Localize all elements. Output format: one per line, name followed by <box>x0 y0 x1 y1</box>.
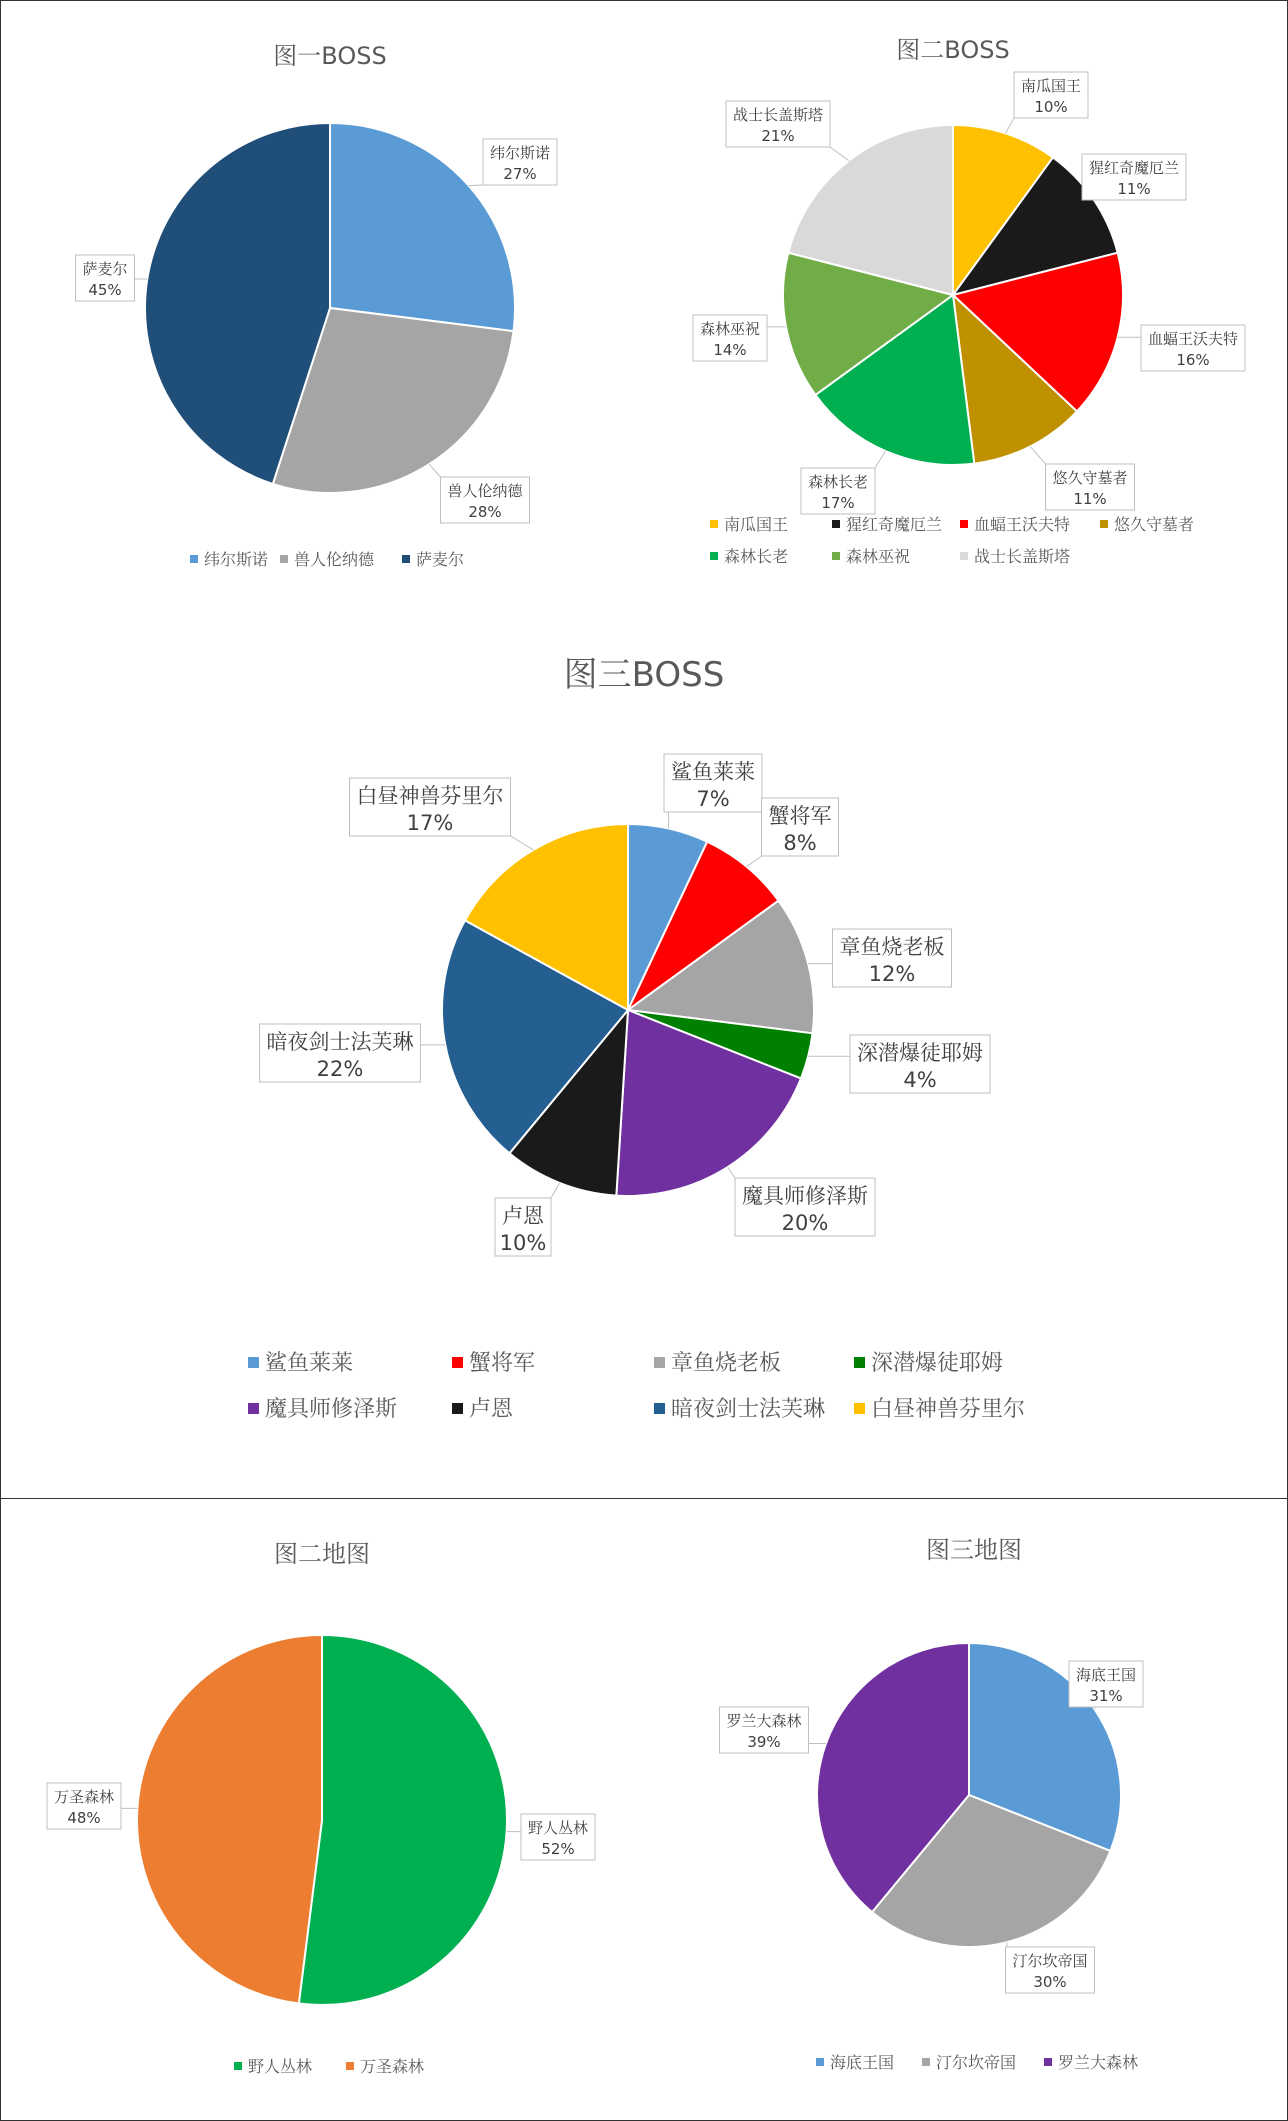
legend-entry: 蟹将军 <box>469 1351 536 1376</box>
data-label-value: 30% <box>1033 1973 1067 1991</box>
chart-boss-map2 <box>648 0 1288 620</box>
data-label-category: 深潜爆徒耶姆 <box>857 1041 983 1065</box>
legend-entry: 野人丛林 <box>248 2057 313 2076</box>
data-label-category: 森林长老 <box>807 473 869 491</box>
chart-boss-map1 <box>0 0 700 620</box>
label-leader-line <box>1006 118 1014 133</box>
legend-entry: 猩红奇魔厄兰 <box>846 515 943 534</box>
data-label-value: 12% <box>868 962 916 986</box>
pie-group <box>783 125 1123 465</box>
label-leader-line <box>875 451 885 468</box>
data-label-category: 悠久守墓者 <box>1052 469 1128 487</box>
legend-swatch <box>654 1357 665 1368</box>
label-leader-line <box>1030 446 1045 464</box>
legend-entry: 深潜爆徒耶姆 <box>871 1351 1004 1376</box>
data-label-value: 17% <box>406 811 454 835</box>
data-label-value: 16% <box>1176 351 1210 369</box>
data-label-category: 白昼神兽芬里尔 <box>356 784 504 808</box>
data-label-value: 39% <box>747 1733 781 1751</box>
data-label-category: 血蝠王沃夫特 <box>1147 330 1239 348</box>
data-label-value: 28% <box>468 503 502 521</box>
data-label-category: 萨麦尔 <box>82 260 128 278</box>
legend-entry: 南瓜国王 <box>724 515 789 534</box>
data-label-category: 卢恩 <box>502 1204 544 1228</box>
legend-swatch <box>816 2058 824 2066</box>
chart-title: 图二BOSS <box>896 36 1010 64</box>
label-leader-line <box>728 1167 735 1178</box>
legend-entry: 汀尔坎帝国 <box>936 2053 1017 2072</box>
label-leader-line <box>830 147 849 161</box>
legend-entry: 兽人伦纳德 <box>294 550 375 569</box>
legend-swatch <box>854 1357 865 1368</box>
legend-entry: 战士长盖斯塔 <box>974 547 1071 566</box>
chart-title: 图一BOSS <box>273 42 387 70</box>
label-leader-line <box>747 856 762 867</box>
legend-swatch <box>280 555 288 563</box>
data-label-value: 4% <box>903 1068 937 1092</box>
data-label-value: 20% <box>781 1211 829 1235</box>
legend-entry: 森林巫祝 <box>846 547 911 566</box>
data-label-value: 31% <box>1089 1687 1123 1705</box>
data-label-category: 魔具师修泽斯 <box>742 1184 868 1208</box>
legend-swatch <box>248 1357 259 1368</box>
chart-map2 <box>0 1500 644 2120</box>
legend-entry: 罗兰大森林 <box>1058 2053 1139 2072</box>
legend-entry: 悠久守墓者 <box>1114 515 1195 534</box>
legend-entry: 卢恩 <box>469 1397 514 1422</box>
legend-swatch <box>710 552 718 560</box>
label-leader-line <box>469 185 483 186</box>
data-label-value: 8% <box>783 831 817 855</box>
chart-title: 图二地图 <box>274 1540 370 1568</box>
pie-slice <box>137 1635 322 2004</box>
legend-swatch <box>854 1403 865 1414</box>
pie-group <box>137 1635 507 2005</box>
data-label-value: 45% <box>88 281 122 299</box>
label-leader-line <box>511 836 534 850</box>
chart-map3 <box>644 1500 1288 2120</box>
data-label-value: 11% <box>1117 180 1151 198</box>
legend-swatch <box>452 1357 463 1368</box>
legend-swatch <box>922 2058 930 2066</box>
data-label-category: 野人丛林 <box>527 1819 589 1837</box>
legend-swatch <box>832 520 840 528</box>
data-label-value: 10% <box>499 1231 547 1255</box>
legend-swatch <box>1100 520 1108 528</box>
legend-entry: 海底王国 <box>830 2053 895 2072</box>
data-label-category: 蟹将军 <box>768 804 832 828</box>
data-label-category: 章鱼烧老板 <box>839 935 945 959</box>
data-label-value: 22% <box>316 1057 364 1081</box>
data-label-category: 海底王国 <box>1075 1666 1137 1684</box>
data-label-value: 52% <box>541 1840 575 1858</box>
legend-swatch <box>346 2062 354 2070</box>
legend-swatch <box>402 555 410 563</box>
legend-swatch <box>1044 2058 1052 2066</box>
data-label-category: 猩红奇魔厄兰 <box>1088 159 1180 177</box>
data-label-category: 南瓜国王 <box>1020 77 1082 95</box>
legend-swatch <box>960 552 968 560</box>
legend-entry: 魔具师修泽斯 <box>265 1397 398 1422</box>
chart-title: 图三BOSS <box>563 655 725 695</box>
data-label-category: 万圣森林 <box>53 1788 115 1806</box>
data-label-category: 纬尔斯诺 <box>489 144 551 162</box>
legend-entry: 纬尔斯诺 <box>204 550 269 569</box>
legend-entry: 章鱼烧老板 <box>671 1351 782 1376</box>
pie-slice <box>299 1635 507 2005</box>
data-label-category: 兽人伦纳德 <box>447 482 523 500</box>
data-label-value: 17% <box>821 494 855 512</box>
legend-entry: 暗夜剑士法芙琳 <box>671 1397 826 1422</box>
data-label-category: 暗夜剑士法芙琳 <box>266 1030 414 1054</box>
legend-swatch <box>452 1403 463 1414</box>
legend-entry: 白昼神兽芬里尔 <box>871 1397 1026 1422</box>
data-label-value: 7% <box>696 787 730 811</box>
legend-swatch <box>234 2062 242 2070</box>
data-label-value: 10% <box>1034 98 1068 116</box>
pie-group <box>145 123 515 493</box>
data-label-category: 战士长盖斯塔 <box>732 106 824 124</box>
legend-entry: 森林长老 <box>724 547 789 566</box>
legend-swatch <box>654 1403 665 1414</box>
legend-entry: 万圣森林 <box>360 2057 425 2076</box>
legend-swatch <box>832 552 840 560</box>
data-label-value: 21% <box>761 127 795 145</box>
label-leader-line <box>429 464 440 477</box>
data-label-value: 14% <box>713 341 747 359</box>
chart-title: 图三地图 <box>926 1536 1022 1564</box>
legend-entry: 血蝠王沃夫特 <box>974 515 1071 534</box>
legend-swatch <box>710 520 718 528</box>
chart-boss-map3 <box>0 620 1288 1500</box>
data-label-category: 森林巫祝 <box>699 320 761 338</box>
pie-group <box>442 824 817 1196</box>
legend-swatch <box>960 520 968 528</box>
legend-swatch <box>248 1403 259 1414</box>
legend-entry: 鲨鱼莱莱 <box>265 1351 354 1376</box>
data-label-category: 罗兰大森林 <box>726 1712 802 1730</box>
data-label-value: 27% <box>503 165 537 183</box>
data-label-category: 汀尔坎帝国 <box>1012 1952 1088 1970</box>
legend-entry: 萨麦尔 <box>416 550 465 569</box>
data-label-category: 鲨鱼莱莱 <box>671 760 755 784</box>
data-label-value: 48% <box>67 1809 101 1827</box>
data-label-value: 11% <box>1073 490 1107 508</box>
label-leader-line <box>551 1183 560 1198</box>
legend-swatch <box>190 555 198 563</box>
